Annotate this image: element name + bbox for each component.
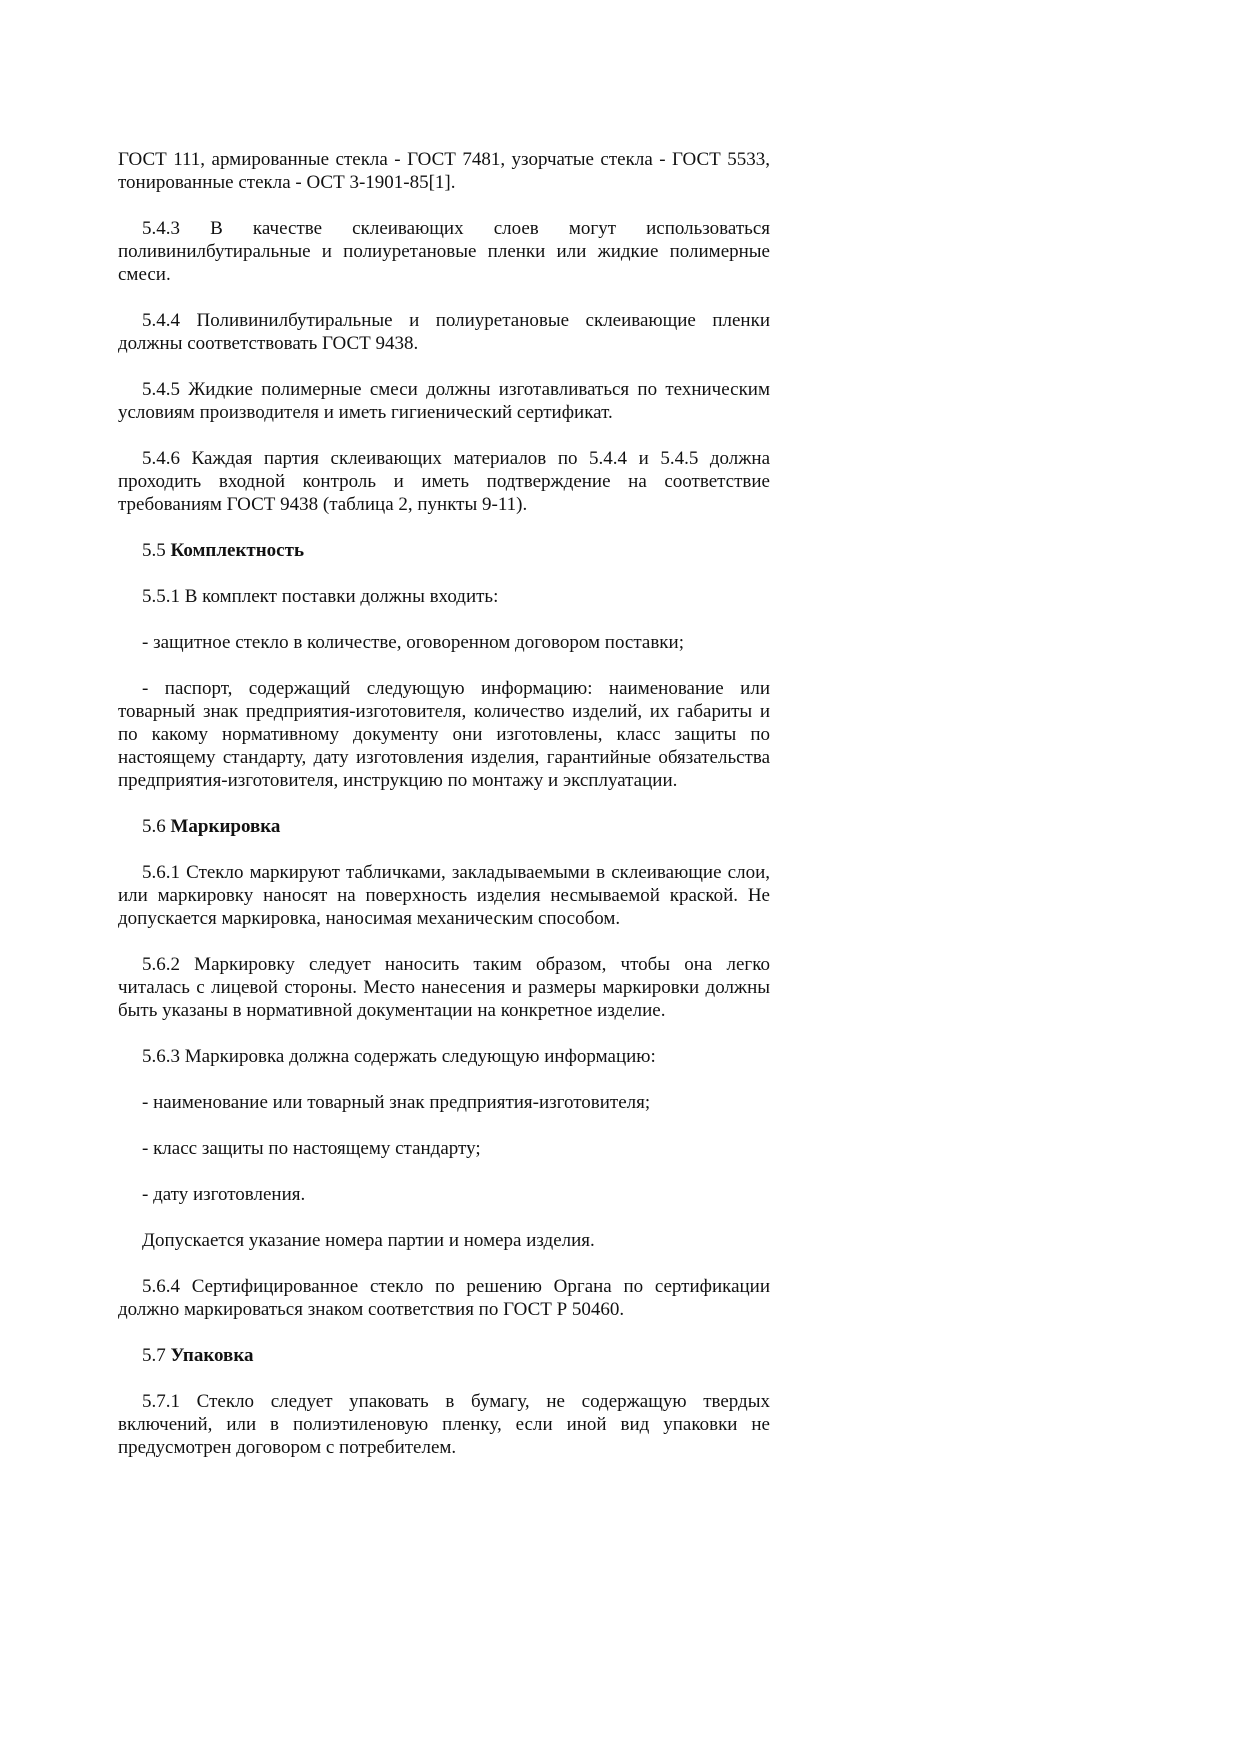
list-item: - защитное стекло в количестве, оговоренном договором поставки; xyxy=(142,632,684,653)
section-title: Упаковка xyxy=(170,1345,254,1366)
paragraph-5-6-1: 5.6.1 Стекло маркируют табличками, закладываемыми в склеивающие слои, или маркировку наносят на поверхность изделия несмываемой краской. Не допускается маркировка, наносимая механическим способом. xyxy=(118,862,770,929)
paragraph-5-5-1: 5.5.1 В комплект поставки должны входить: xyxy=(142,586,499,607)
paragraph-5-6-4: 5.6.4 Сертифицированное стекло по решению Органа по сертификации должно маркироваться знаком соответствия по ГОСТ Р 50460. xyxy=(118,1276,770,1320)
document-page xyxy=(118,148,770,1482)
section-number: 5.6 xyxy=(142,816,166,837)
paragraph-5-4-5: 5.4.5 Жидкие полимерные смеси должны изготавливаться по техническим условиям производителя и иметь гигиенический сертификат. xyxy=(118,379,770,423)
paragraph-5-6-3: 5.6.3 Маркировка должна содержать следующую информацию: xyxy=(142,1046,656,1067)
paragraph-note: Допускается указание номера партии и номера изделия. xyxy=(142,1230,595,1251)
paragraph-5-4-6: 5.4.6 Каждая партия склеивающих материалов по 5.4.4 и 5.4.5 должна проходить входной контроль и иметь подтверждение на соответствие требованиям ГОСТ 9438 (таблица 2, пункты 9-11). xyxy=(118,448,770,515)
list-item: - паспорт, содержащий следующую информацию: наименование или товарный знак предприятия-изготовителя, количество изделий, их габариты и по какому нормативному документу они изготовлены, класс защиты по настоящему стандарту, дату изготовления изделия, гарантийные обязательства предприятия-изготовителя, инструкцию по монтажу и эксплуатации. xyxy=(118,678,770,791)
paragraph-5-6-2: 5.6.2 Маркировку следует наносить таким образом, чтобы она легко читалась с лицевой стороны. Место нанесения и размеры маркировки должны быть указаны в нормативной документации на конкретное изделие. xyxy=(118,954,770,1021)
section-heading-5-7 xyxy=(118,1344,770,1367)
section-heading-5-6 xyxy=(118,815,770,838)
paragraph-continuation: ГОСТ 111, армированные стекла - ГОСТ 7481, узорчатые стекла - ГОСТ 5533, тонированные стекла - ОСТ 3-1901-85[1]. xyxy=(118,149,770,193)
paragraph-5-4-4: 5.4.4 Поливинилбутиральные и полиуретановые склеивающие пленки должны соответствовать ГОСТ 9438. xyxy=(118,310,770,354)
paragraph-5-7-1: 5.7.1 Стекло следует упаковать в бумагу, не содержащую твердых включений, или в полиэтиленовую пленку, если иной вид упаковки не предусмотрен договором с потребителем. xyxy=(118,1391,770,1458)
section-number: 5.5 xyxy=(142,540,166,561)
section-title: Маркировка xyxy=(170,816,281,837)
list-item: - дату изготовления. xyxy=(142,1184,306,1205)
section-number: 5.7 xyxy=(142,1345,166,1366)
section-title: Комплектность xyxy=(170,540,304,561)
paragraph-5-4-3: 5.4.3 В качестве склеивающих слоев могут использоваться поливинилбутиральные и полиуретановые пленки или жидкие полимерные смеси. xyxy=(118,218,770,285)
list-item: - наименование или товарный знак предприятия-изготовителя; xyxy=(142,1092,651,1113)
list-item: - класс защиты по настоящему стандарту; xyxy=(142,1138,481,1159)
section-heading-5-5 xyxy=(118,539,770,562)
